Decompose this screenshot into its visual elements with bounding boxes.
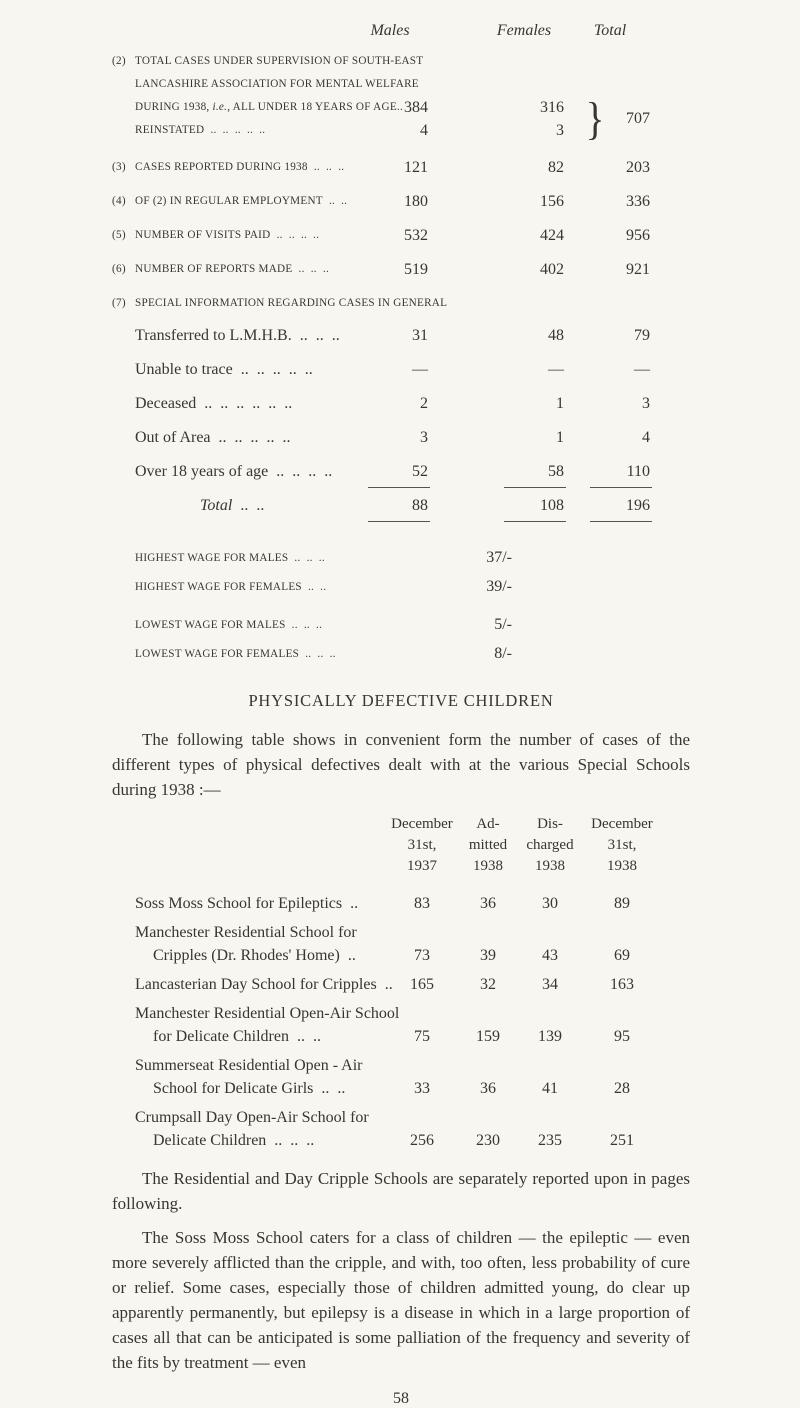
discharged-value: 139 [538, 1028, 562, 1045]
brace-icon: } [585, 93, 605, 144]
item-number: (4) [112, 195, 126, 207]
page-number: 58 [393, 1390, 409, 1407]
total-value: 4 [642, 429, 650, 446]
females-value: 82 [548, 159, 564, 176]
stats-row-4: (4) OF (2) IN REGULAR EMPLOYMENT .. .. 180 156 336 [112, 190, 690, 213]
total-value: 203 [626, 159, 650, 176]
schools-column-headers [112, 814, 690, 878]
dec-1937-value: 165 [410, 976, 434, 993]
total-rule-top [112, 487, 690, 491]
school-row-summerseat: Summerseat Residential Open - Air School for Delicate Girls .. .. 33 36 41 28 [112, 1054, 690, 1100]
col-header-admitted: Ad- mitted 1938 [468, 816, 508, 874]
school-row-manchester-residential-cripples: Manchester Residential School for Cripples (Dr. Rhodes' Home) .. 73 39 43 69 [112, 921, 690, 967]
stats-column-headers [112, 22, 690, 42]
body-paragraph-1: The Residential and Day Cripple Schools are separately reported upon in pages following. [112, 1169, 690, 1213]
wage-row-lowest-males: LOWEST WAGE FOR MALES .. .. .. 5/- [112, 614, 690, 636]
stats-row-6: (6) NUMBER OF REPORTS MADE .. .. .. 519 402 921 [112, 258, 690, 281]
admitted-value: 32 [480, 976, 496, 993]
males-value: 519 [404, 261, 428, 278]
dec-1937-value: 33 [414, 1080, 430, 1097]
males-value: 3 [420, 429, 428, 446]
col-header-discharged: Dis- charged 1938 [526, 816, 574, 874]
label-part: ALL UNDER 18 YEARS OF AGE.. [230, 101, 403, 113]
discharged-value: 43 [542, 947, 558, 964]
intro-paragraph: The following table shows in convenient form the number of cases of the different types of physical defectives dealt with at the various Special Schools during 1938 :— [112, 730, 690, 799]
total-value: — [634, 361, 650, 378]
wage-value: 37/- [486, 549, 512, 566]
item-number: (5) [112, 229, 126, 241]
males-total: 88 [412, 497, 428, 514]
school-row-crumpsall: Crumpsall Day Open-Air School for Delicate Children .. .. .. 256 230 235 251 [112, 1106, 690, 1152]
females-value: 48 [548, 327, 564, 344]
stats-row-deceased: Deceased .. .. .. .. .. .. 2 1 3 [112, 392, 690, 415]
stats-item-2-line-1: (2) TOTAL CASES UNDER SUPERVISION OF SOUTH-EAST [112, 50, 690, 73]
stats-item-2-brace-pair [112, 93, 690, 144]
wages-section [112, 547, 690, 665]
mental-welfare-stats-table [112, 22, 690, 525]
females-value: 156 [540, 193, 564, 210]
item-number: (6) [112, 263, 126, 275]
females-value: — [548, 361, 564, 378]
total-value: 110 [626, 463, 650, 480]
females-total: 108 [540, 497, 564, 514]
col-header-total: Total [593, 22, 627, 39]
males-value: 384 [404, 99, 428, 116]
females-value: 424 [540, 227, 564, 244]
males-value: 52 [412, 463, 428, 480]
spacer [112, 605, 690, 614]
wage-row-highest-males: HIGHEST WAGE FOR MALES .. .. .. 37/- [112, 547, 690, 569]
females-value: 402 [540, 261, 564, 278]
males-value: 2 [420, 395, 428, 412]
stats-row-over-18: Over 18 years of age .. .. .. .. 52 58 110 [112, 460, 690, 483]
females-value: 1 [556, 395, 564, 412]
discharged-value: 41 [542, 1080, 558, 1097]
school-row-lancasterian: Lancasterian Day School for Cripples .. 165 32 34 163 [112, 973, 690, 996]
stats-total-row [112, 494, 690, 517]
males-value: 4 [420, 122, 428, 139]
females-value: 316 [540, 99, 564, 116]
wage-value: 8/- [494, 645, 512, 662]
discharged-value: 34 [542, 976, 558, 993]
stats-item-7-heading: (7) SPECIAL INFORMATION REGARDING CASES IN GENERAL [112, 292, 690, 315]
col-header-females: Females [496, 22, 552, 39]
stats-row-5: (5) NUMBER OF VISITS PAID .. .. .. .. 532 424 956 [112, 224, 690, 247]
stats-row-3: (3) CASES REPORTED DURING 1938 .. .. .. 121 82 203 [112, 156, 690, 179]
males-value: 31 [412, 327, 428, 344]
special-schools-table [112, 814, 690, 1152]
admitted-value: 36 [480, 895, 496, 912]
males-value: — [412, 361, 428, 378]
dec-1938-value: 163 [610, 976, 634, 993]
stats-row-unable-to-trace: Unable to trace .. .. .. .. .. — — — [112, 358, 690, 381]
dec-1937-value: 75 [414, 1028, 430, 1045]
item-number: (3) [112, 161, 126, 173]
dec-1938-value: 89 [614, 895, 630, 912]
total-value: 921 [626, 261, 650, 278]
school-row-manchester-open-air: Manchester Residential Open-Air School for Delicate Children .. .. 75 159 139 95 [112, 1002, 690, 1048]
stats-row-out-of-area: Out of Area .. .. .. .. .. 3 1 4 [112, 426, 690, 449]
total-value: 707 [626, 110, 650, 127]
wage-row-highest-females: HIGHEST WAGE FOR FEMALES .. .. 39/- [112, 576, 690, 598]
males-value: 121 [404, 159, 428, 176]
total-value: 956 [626, 227, 650, 244]
total-label: Total [200, 497, 233, 514]
wage-row-lowest-females: LOWEST WAGE FOR FEMALES .. .. .. 8/- [112, 643, 690, 665]
total-rule-bottom [112, 521, 690, 525]
stats-item-2 [112, 50, 690, 142]
males-value: 180 [404, 193, 428, 210]
item-number: (7) [112, 297, 126, 309]
total-value: 336 [626, 193, 650, 210]
females-value: 1 [556, 429, 564, 446]
dec-1937-value: 73 [414, 947, 430, 964]
col-header-december-1938: December 31st, 1938 [591, 816, 653, 874]
admitted-value: 230 [476, 1132, 500, 1149]
leader-dots: .. .. [232, 497, 265, 514]
grand-total: 196 [626, 497, 650, 514]
item-number: (2) [112, 55, 126, 67]
admitted-value: 39 [480, 947, 496, 964]
dec-1937-value: 83 [414, 895, 430, 912]
dec-1937-value: 256 [410, 1132, 434, 1149]
col-header-males: Males [370, 22, 410, 39]
stats-row-transferred: Transferred to L.M.H.B. .. .. .. 31 48 79 [112, 324, 690, 347]
label-part: DURING 1938, [135, 101, 213, 113]
school-row-soss-moss: Soss Moss School for Epileptics .. 83 36 30 89 [112, 892, 690, 915]
label-part-italic: i.e., [212, 101, 231, 113]
admitted-value: 159 [476, 1028, 500, 1045]
wage-value: 39/- [486, 578, 512, 595]
dec-1938-value: 95 [614, 1028, 630, 1045]
wage-value: 5/- [494, 616, 512, 633]
males-value: 532 [404, 227, 428, 244]
dec-1938-value: 69 [614, 947, 630, 964]
females-value: 3 [556, 122, 564, 139]
females-value: 58 [548, 463, 564, 480]
stats-item-2-line-4: REINSTATED .. .. .. .. .. 4 3 [112, 119, 690, 142]
stats-item-2-line-2: LANCASHIRE ASSOCIATION FOR MENTAL WELFARE [135, 78, 419, 90]
col-header-december-1937: December 31st, 1937 [391, 816, 453, 874]
discharged-value: 30 [542, 895, 558, 912]
admitted-value: 36 [480, 1080, 496, 1097]
total-value: 79 [634, 327, 650, 344]
dec-1938-value: 28 [614, 1080, 630, 1097]
dec-1938-value: 251 [610, 1132, 634, 1149]
body-paragraph-2: The Soss Moss School caters for a class of children — the epileptic — even more severely afflicted than the cripple, and with, too often, less probability of cure or relief. Some cases, especially those of children admitted young, do clear up apparently permanently, but epilepsy is a disease in which in a large proportion of cases all that can be anticipated is some palliation of the frequency and severity of the fits by treatment — even [112, 1228, 690, 1372]
discharged-value: 235 [538, 1132, 562, 1149]
total-value: 3 [642, 395, 650, 412]
section-title: PHYSICALLY DEFECTIVE CHILDREN [248, 691, 554, 710]
